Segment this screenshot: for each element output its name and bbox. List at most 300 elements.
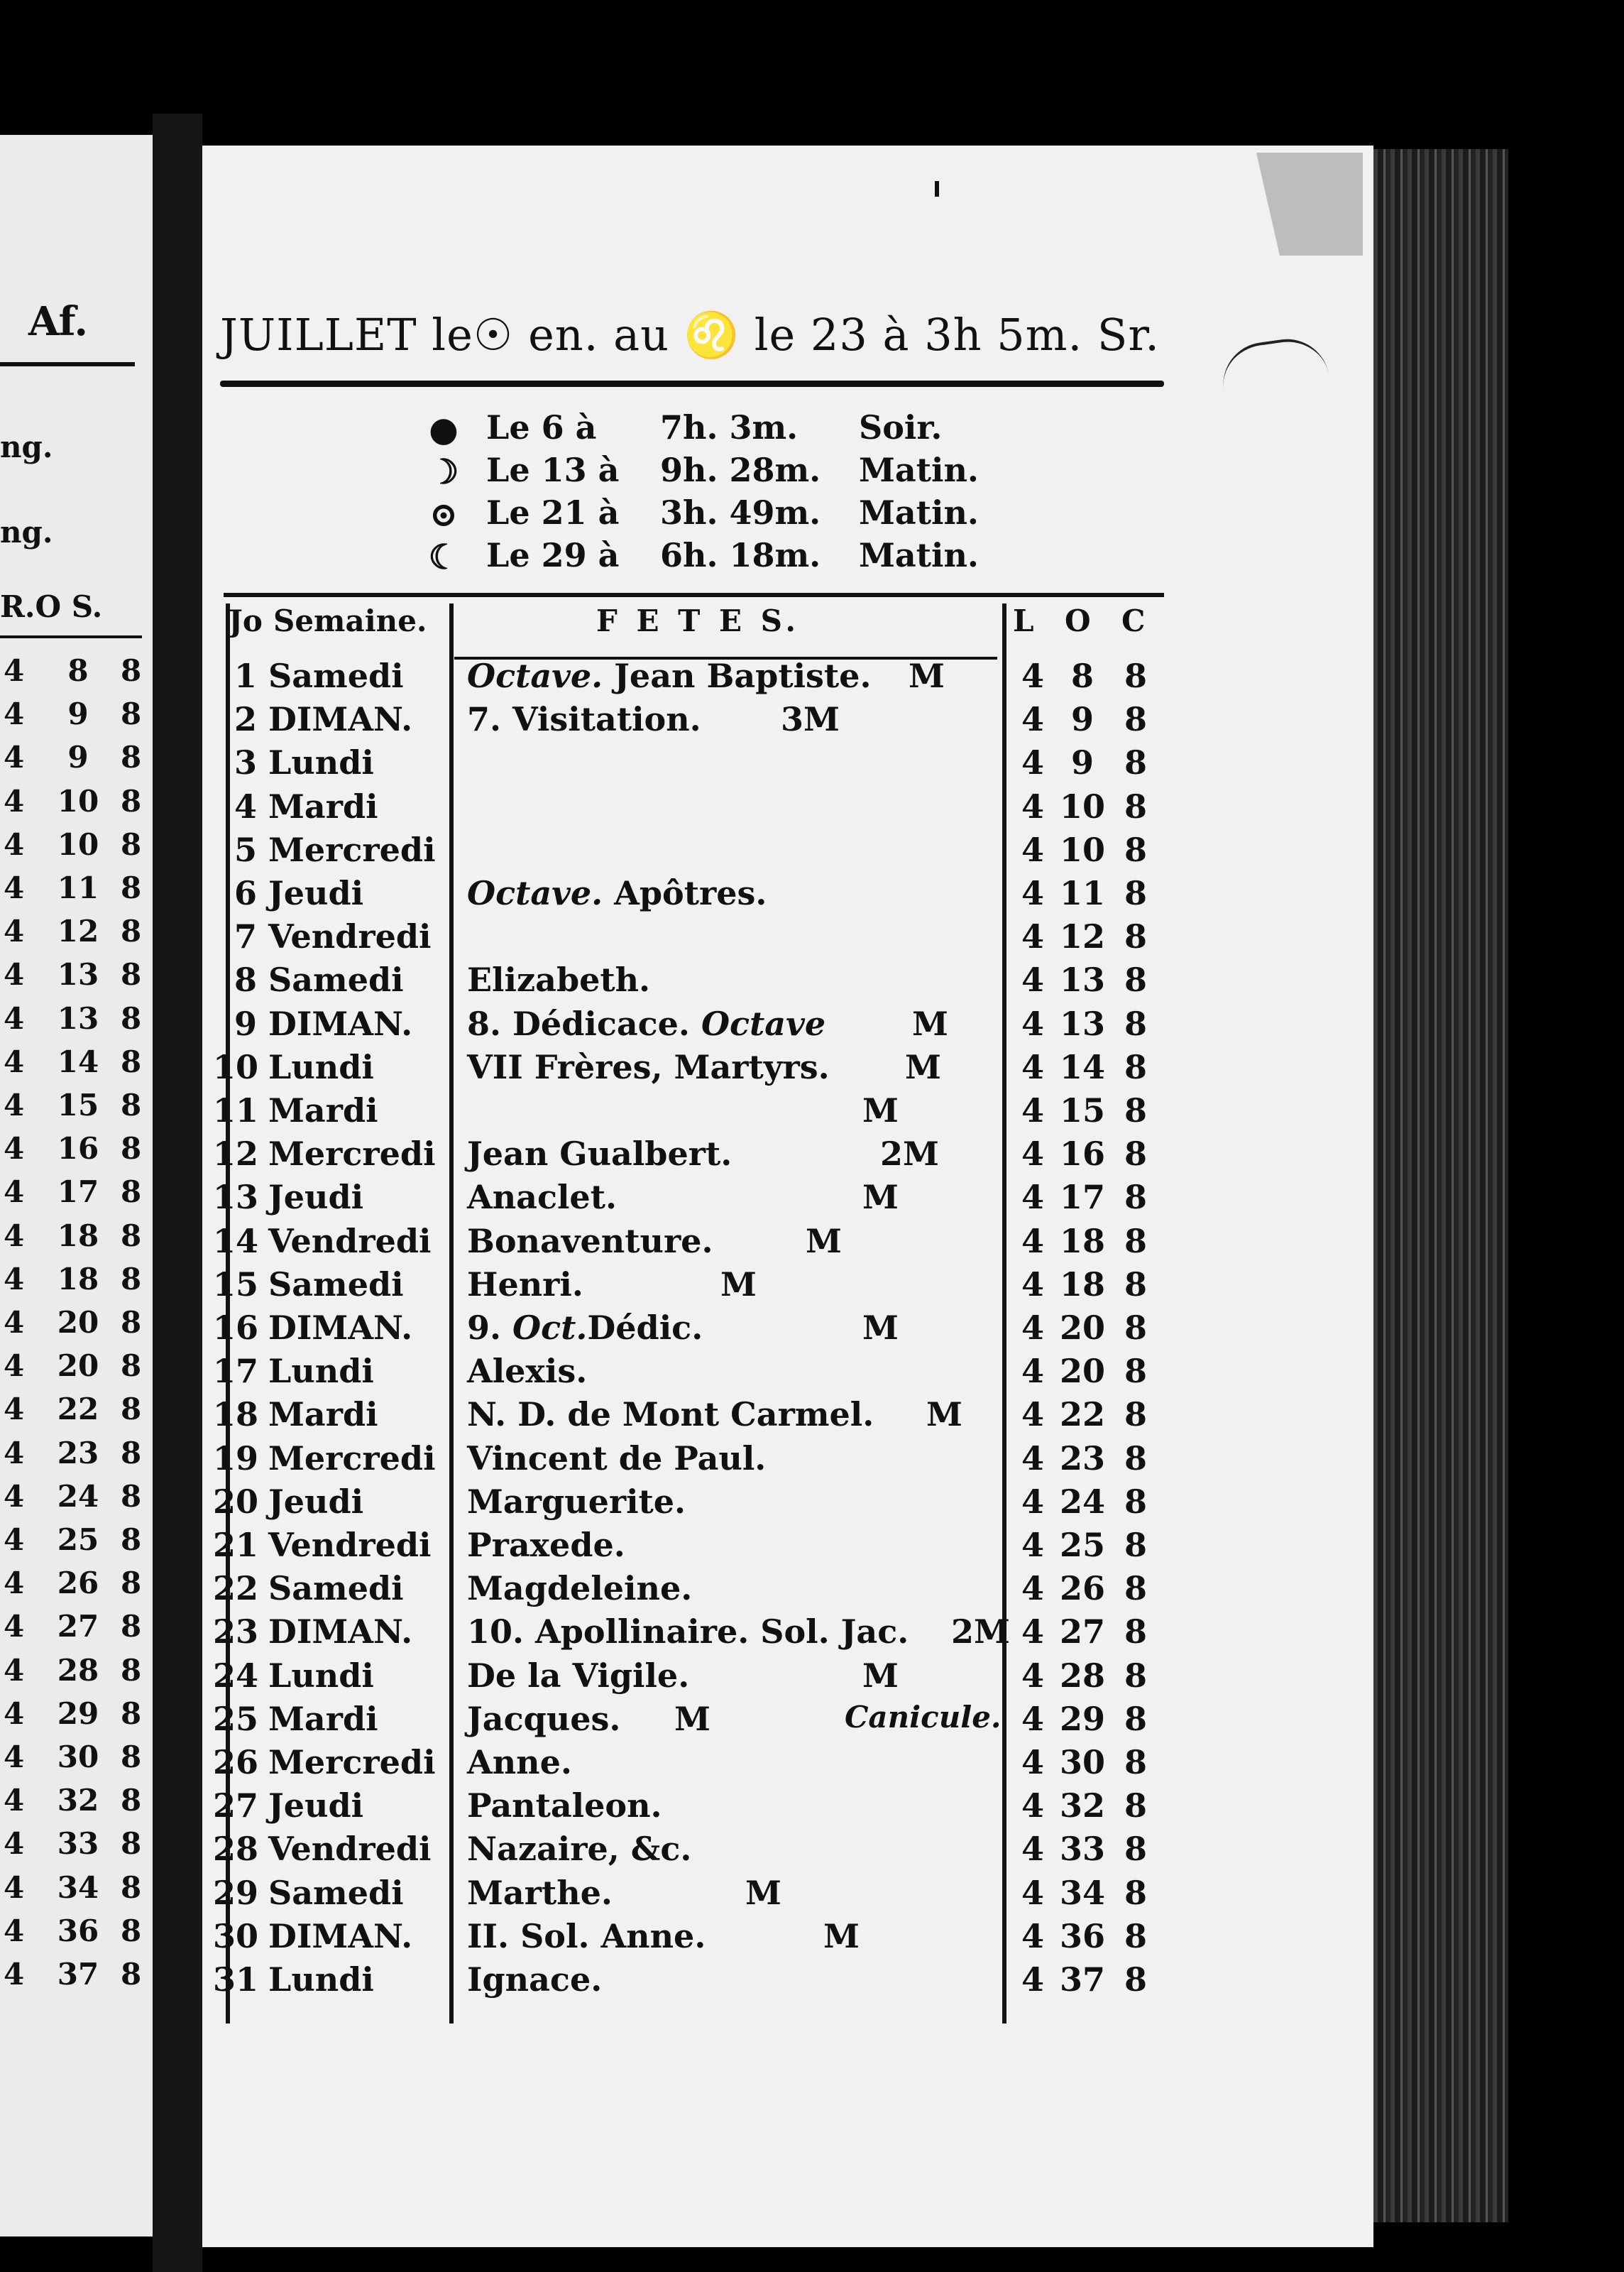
left-page-cell: 4 (4, 1478, 25, 1514)
left-page-cell: 4 (4, 1609, 25, 1644)
day-number: 25 (213, 1699, 259, 1738)
sunset-hour: 8 (1124, 1135, 1147, 1174)
left-page-row (0, 653, 153, 696)
left-page-cell: 8 (121, 1174, 142, 1210)
feast-text (467, 1309, 703, 1347)
sunset-hour: 8 (1124, 743, 1147, 782)
column-header-c: C (1121, 604, 1146, 638)
calendar-row (213, 1960, 1164, 2004)
calendar-row (213, 1526, 1164, 1569)
left-page-row (0, 827, 153, 870)
left-page-row (0, 1783, 153, 1825)
day-number: 29 (213, 1873, 259, 1912)
left-page-rule (0, 635, 142, 638)
weekday: Lundi (268, 743, 374, 782)
left-page-row (0, 1479, 153, 1522)
feast-name: 9. (467, 1309, 513, 1347)
weekday: Mardi (268, 1699, 378, 1738)
left-page-cell: 4 (4, 740, 25, 775)
left-page-cell: 8 (121, 1869, 142, 1905)
left-page-row (0, 1566, 153, 1608)
sunrise-minute: 15 (1059, 1091, 1105, 1130)
weekday: DIMAN. (268, 1612, 413, 1651)
feast-name: 7. Visitation. (467, 700, 701, 739)
sunset-hour: 8 (1124, 1526, 1147, 1564)
weekday: Samedi (268, 1265, 404, 1304)
calendar-row (213, 874, 1164, 917)
left-page-cell: 4 (4, 1913, 25, 1948)
feast-text (467, 1786, 662, 1825)
sunrise-minute: 14 (1059, 1047, 1105, 1086)
left-page-cell: 8 (121, 957, 142, 993)
left-page-cell: 16 (57, 1131, 99, 1167)
left-page-cell: 20 (57, 1305, 99, 1340)
feast-name-cont: Dédic. (587, 1309, 703, 1347)
feast-name: II. Sol. Anne. (467, 1916, 706, 1955)
calendar-row (213, 1786, 1164, 1830)
weekday: Jeudi (268, 1178, 364, 1217)
left-page-row (0, 1001, 153, 1044)
mass-mark: M (806, 1221, 842, 1260)
sunrise-minute: 34 (1059, 1873, 1105, 1912)
feast-text (467, 1178, 617, 1216)
day-number: 18 (213, 1395, 259, 1434)
calendar-row (213, 1005, 1164, 1048)
left-page-cell: 8 (121, 1695, 142, 1731)
left-page-cell: 4 (4, 1957, 25, 1992)
left-page-cell: 8 (121, 1131, 142, 1167)
day-number: 26 (213, 1743, 259, 1781)
left-page-row (0, 1044, 153, 1087)
weekday: Lundi (268, 1656, 374, 1695)
sunrise-hour: 4 (1021, 961, 1044, 1000)
sunrise-minute: 26 (1059, 1569, 1105, 1608)
weekday: Mercredi (268, 1743, 436, 1781)
left-page-cell: 4 (4, 1652, 25, 1688)
day-number: 22 (213, 1569, 259, 1608)
calendar-row (213, 1482, 1164, 1526)
sunrise-minute: 25 (1059, 1526, 1105, 1564)
left-page-cell: 4 (4, 1000, 25, 1036)
left-page-row (0, 740, 153, 782)
left-page-cell: 4 (4, 1783, 25, 1818)
sunset-hour: 8 (1124, 657, 1147, 695)
calendar-row (213, 1048, 1164, 1091)
sunrise-hour: 4 (1021, 1221, 1044, 1260)
moon-phase-label: Le 29 à (486, 536, 620, 574)
sunrise-hour: 4 (1021, 1265, 1044, 1304)
sunrise-hour: 4 (1021, 830, 1044, 869)
sunset-hour: 8 (1124, 1786, 1147, 1825)
left-page-row (0, 870, 153, 913)
sunrise-hour: 4 (1021, 787, 1044, 826)
left-page-cell: 27 (57, 1609, 99, 1644)
calendar-row (213, 787, 1164, 831)
left-page-cell: 4 (4, 826, 25, 862)
left-page-cell: 30 (57, 1740, 99, 1774)
moon-phase-time: 3h. 49m. (660, 493, 821, 532)
day-number: 7 (234, 917, 257, 956)
feast-text (467, 700, 701, 738)
calendar-row (213, 1265, 1164, 1309)
moon-phase-period: Matin. (859, 451, 979, 489)
calendar-row (213, 1352, 1164, 1395)
feast-text (467, 1005, 825, 1043)
moon-phase-period: Soir. (859, 408, 943, 447)
sunrise-hour: 4 (1021, 1830, 1044, 1869)
calendar-row (213, 1874, 1164, 1917)
feast-text (467, 1743, 572, 1781)
sunrise-minute: 33 (1059, 1830, 1105, 1869)
sunrise-minute: 29 (1059, 1699, 1105, 1738)
left-page-cell: 8 (121, 1435, 142, 1470)
weekday: Samedi (268, 961, 404, 1000)
sunrise-minute: 11 (1059, 874, 1105, 912)
sunset-hour: 8 (1124, 1047, 1147, 1086)
left-page-cell: 4 (4, 1131, 25, 1167)
calendar-row (213, 917, 1164, 961)
sunrise-hour: 4 (1021, 917, 1044, 956)
left-page-cell: 8 (121, 783, 142, 819)
sunrise-minute: 23 (1059, 1438, 1105, 1478)
left-page-cell: 13 (57, 1000, 99, 1036)
left-page-cell: 9 (67, 697, 89, 732)
left-page-columns-header: R.O S. (0, 589, 103, 624)
calendar-row (213, 831, 1164, 874)
sunrise-hour: 4 (1021, 1047, 1044, 1086)
feast-name: Jean Gualbert. (467, 1135, 733, 1174)
sunset-hour: 8 (1124, 1873, 1147, 1912)
left-page-cell: 8 (121, 653, 142, 688)
sunrise-minute: 20 (1059, 1309, 1105, 1347)
left-page-cell: 10 (57, 783, 99, 819)
left-page-cell: 22 (57, 1392, 99, 1427)
day-number: 21 (213, 1526, 259, 1564)
left-page-row (0, 957, 153, 1000)
moon-phase-icon: ☾ (428, 537, 459, 577)
feast-text (467, 1526, 625, 1564)
zodiac-sign-symbol: ♌ (684, 309, 740, 361)
left-page-cell: 20 (57, 1348, 99, 1384)
left-page-cell: 17 (57, 1174, 99, 1210)
sunrise-hour: 4 (1021, 874, 1044, 912)
left-page-cell: 4 (4, 1088, 25, 1123)
weekday: Mercredi (268, 1135, 436, 1174)
left-page-cell: 4 (4, 1826, 25, 1862)
sunrise-hour: 4 (1021, 743, 1044, 782)
day-number: 15 (213, 1265, 259, 1304)
mass-mark: M (909, 657, 945, 695)
moon-phase-label: Le 21 à (486, 493, 620, 532)
sunrise-minute: 8 (1070, 657, 1094, 695)
column-header-jour: Jo (229, 604, 263, 638)
header-text: le 23 à 3h 5m. Sr. (754, 309, 1160, 361)
sunset-hour: 8 (1124, 1178, 1147, 1217)
weekday: Vendredi (268, 1526, 432, 1564)
sunrise-hour: 4 (1021, 1569, 1044, 1608)
sunset-hour: 8 (1124, 1743, 1147, 1781)
mass-mark: 2M (951, 1612, 1010, 1651)
sunset-hour: 8 (1124, 917, 1147, 956)
feast-text (467, 961, 650, 999)
mass-mark: M (912, 1004, 948, 1043)
weekday: Lundi (268, 1047, 374, 1086)
feast-text (467, 657, 871, 695)
left-page-cell: 14 (57, 1044, 99, 1079)
weekday: Jeudi (268, 874, 364, 912)
day-number: 10 (213, 1047, 259, 1086)
day-number: 4 (234, 787, 257, 826)
sunset-hour: 8 (1124, 1395, 1147, 1434)
left-page-cell: 33 (57, 1826, 99, 1862)
month-header (220, 309, 1160, 361)
feast-name: Bonaventure. (467, 1221, 713, 1260)
calendar-row (213, 1135, 1164, 1178)
feast-text (467, 1439, 766, 1478)
left-page-cell: 8 (121, 1522, 142, 1557)
sunset-hour: 8 (1124, 1699, 1147, 1738)
book-page-edges (1373, 149, 1508, 2222)
left-page-cell: 12 (57, 914, 99, 949)
feast-name: Alexis. (467, 1352, 588, 1391)
day-number: 3 (234, 743, 257, 782)
calendar-row (213, 700, 1164, 743)
left-page-cell: 4 (4, 1044, 25, 1079)
left-page-cell: 8 (121, 1000, 142, 1036)
sunrise-minute: 24 (1059, 1482, 1105, 1521)
left-page-line: ng. (0, 515, 53, 550)
left-page-cell: 8 (121, 1566, 142, 1601)
left-page-cell: 29 (57, 1695, 99, 1731)
sunrise-minute: 27 (1059, 1612, 1105, 1651)
weekday: Mercredi (268, 830, 436, 869)
sunset-hour: 8 (1124, 1482, 1147, 1521)
left-page-cell: 28 (57, 1652, 99, 1688)
feast-text (467, 874, 767, 912)
sunset-hour: 8 (1124, 1830, 1147, 1869)
left-page-row (0, 1957, 153, 1999)
day-number: 14 (213, 1221, 259, 1260)
left-page-cell: 8 (121, 870, 142, 905)
sunset-hour: 8 (1124, 1091, 1147, 1130)
sunset-hour: 8 (1124, 1352, 1147, 1391)
feast-text (467, 1222, 713, 1260)
left-page-row (0, 1392, 153, 1434)
sunrise-hour: 4 (1021, 1743, 1044, 1781)
feast-italic: Octave. (467, 657, 603, 695)
sunrise-hour: 4 (1021, 1309, 1044, 1347)
left-page-cell: 4 (4, 1218, 25, 1253)
left-page-row (0, 1262, 153, 1304)
left-page-cell: 4 (4, 914, 25, 949)
feast-text (467, 1917, 706, 1955)
weekday: DIMAN. (268, 1309, 413, 1347)
mass-mark: M (905, 1047, 941, 1086)
sunrise-minute: 32 (1059, 1786, 1105, 1825)
table-top-rule (224, 593, 1164, 597)
day-number: 17 (213, 1352, 259, 1391)
left-page-cell: 4 (4, 1261, 25, 1296)
mass-mark: M (926, 1395, 962, 1434)
sunrise-hour: 4 (1021, 1091, 1044, 1130)
feast-name: Marguerite. (467, 1482, 686, 1521)
left-page-cell: 9 (67, 740, 89, 775)
left-page-cell: 4 (4, 1522, 25, 1557)
moon-phase-icon: ● (429, 410, 459, 449)
sunrise-minute: 13 (1059, 1004, 1105, 1043)
weekday: Mardi (268, 1091, 378, 1130)
moon-phase-time: 9h. 28m. (660, 451, 821, 489)
left-page-cell: 8 (121, 697, 142, 732)
calendar-row (213, 1178, 1164, 1221)
feast-name: Magdeleine. (467, 1569, 693, 1608)
left-page-cell: 4 (4, 957, 25, 993)
left-page-cell: 8 (121, 1218, 142, 1253)
day-number: 24 (213, 1656, 259, 1695)
left-page-cell: 8 (121, 826, 142, 862)
left-page-cell: 8 (121, 1609, 142, 1644)
sunrise-hour: 4 (1021, 1395, 1044, 1434)
month-title: JUILLET le (220, 309, 473, 361)
sunset-hour: 8 (1124, 1916, 1147, 1955)
sunrise-minute: 20 (1059, 1352, 1105, 1391)
sunset-hour: 8 (1124, 1960, 1147, 1999)
left-page-cell: 8 (121, 1913, 142, 1948)
mass-mark: M (862, 1091, 899, 1130)
sunrise-minute: 13 (1059, 961, 1105, 1000)
sunrise-minute: 12 (1059, 917, 1105, 956)
sunrise-hour: 4 (1021, 1960, 1044, 1999)
sun-symbol: ☉ (473, 309, 514, 361)
feast-text (467, 1135, 732, 1173)
sunset-hour: 8 (1124, 1612, 1147, 1651)
mass-mark: 3M (781, 700, 840, 739)
sunset-hour: 8 (1124, 1004, 1147, 1043)
left-page-row (0, 1088, 153, 1130)
feast-name: Pantaleon. (467, 1786, 662, 1825)
weekday: DIMAN. (268, 1004, 413, 1043)
calendar-row (213, 657, 1164, 700)
left-page-row (0, 1696, 153, 1739)
left-page-cell: 8 (121, 1478, 142, 1514)
left-page-cell: 8 (121, 1305, 142, 1340)
header-rule (220, 381, 1164, 387)
sunrise-hour: 4 (1021, 657, 1044, 695)
column-header-semaine: Semaine. (273, 604, 427, 638)
sunrise-hour: 4 (1021, 1004, 1044, 1043)
sunset-hour: 8 (1124, 1569, 1147, 1608)
moon-phase-label: Le 13 à (486, 451, 620, 489)
calendar-row (213, 1830, 1164, 1873)
left-page-cell: 4 (4, 1174, 25, 1210)
left-page-row (0, 1740, 153, 1782)
day-number: 11 (213, 1091, 259, 1130)
left-page-cell: 13 (57, 957, 99, 993)
sunrise-minute: 36 (1059, 1916, 1105, 1955)
moon-phase-label: Le 6 à (486, 408, 597, 447)
sunset-hour: 8 (1124, 700, 1147, 739)
left-page-cell: 4 (4, 1740, 25, 1774)
sunrise-minute: 18 (1059, 1221, 1105, 1260)
feast-text (467, 1700, 620, 1738)
left-page-row (0, 914, 153, 956)
left-page-cell: 23 (57, 1435, 99, 1470)
header-text: en. au (528, 309, 670, 361)
mass-mark: M (862, 1309, 899, 1347)
mass-mark: M (720, 1265, 757, 1304)
feast-italic: Oct. (512, 1309, 588, 1347)
calendar-row (213, 1569, 1164, 1612)
day-number: 23 (213, 1612, 259, 1651)
sunrise-hour: 4 (1021, 1873, 1044, 1912)
sunset-hour: 8 (1124, 874, 1147, 912)
sunset-hour: 8 (1124, 1656, 1147, 1695)
feast-text (467, 1830, 691, 1868)
feast-text (467, 1656, 689, 1695)
left-page-cell: 11 (57, 870, 99, 905)
moon-phase-icon: ☽ (428, 452, 459, 492)
feast-name: Praxede. (467, 1526, 625, 1564)
sunset-hour: 8 (1124, 1265, 1147, 1304)
left-page-row (0, 697, 153, 739)
sunrise-minute: 17 (1059, 1178, 1105, 1217)
left-page-cell: 4 (4, 1566, 25, 1601)
left-page-cell: 10 (57, 826, 99, 862)
left-page-cell: 8 (121, 1392, 142, 1427)
book-gutter (153, 114, 202, 2272)
day-number: 8 (234, 961, 257, 1000)
feast-text (467, 1265, 583, 1304)
feast-name: VII Frères, Martyrs. (467, 1047, 830, 1086)
weekday: Jeudi (268, 1786, 364, 1825)
sunrise-minute: 37 (1059, 1960, 1105, 1999)
feast-italic: Octave. (467, 874, 603, 912)
mass-mark: M (862, 1178, 899, 1217)
sunrise-minute: 9 (1070, 700, 1094, 739)
feast-name-cont: Apôtres. (603, 874, 767, 912)
feast-italic: Octave (701, 1004, 826, 1043)
sunrise-hour: 4 (1021, 1352, 1044, 1391)
sunrise-minute: 10 (1059, 787, 1105, 826)
feast-name: Anaclet. (467, 1178, 617, 1217)
sunrise-hour: 4 (1021, 1526, 1044, 1564)
sunrise-hour: 4 (1021, 1178, 1044, 1217)
weekday: Samedi (268, 657, 404, 695)
feast-name: Henri. (467, 1265, 583, 1304)
weekday: Mercredi (268, 1438, 436, 1478)
sunrise-minute: 28 (1059, 1656, 1105, 1695)
sunset-hour: 8 (1124, 1438, 1147, 1478)
sunrise-minute: 18 (1059, 1265, 1105, 1304)
sunset-hour: 8 (1124, 1221, 1147, 1260)
left-page-cell: 18 (57, 1218, 99, 1253)
left-page-cell: 4 (4, 697, 25, 732)
calendar-row (213, 1222, 1164, 1265)
day-number: 30 (213, 1916, 259, 1955)
sunrise-hour: 4 (1021, 1438, 1044, 1478)
sunrise-hour: 4 (1021, 1916, 1044, 1955)
sunrise-hour: 4 (1021, 1482, 1044, 1521)
left-page-row (0, 1913, 153, 1956)
left-page-row (0, 1436, 153, 1478)
left-page-row (0, 1305, 153, 1348)
left-page-cell: 4 (4, 870, 25, 905)
weekday: Vendredi (268, 1221, 432, 1260)
left-page-cell: 4 (4, 783, 25, 819)
weekday: DIMAN. (268, 1916, 413, 1955)
calendar-row (213, 961, 1164, 1004)
sunrise-minute: 16 (1059, 1135, 1105, 1174)
